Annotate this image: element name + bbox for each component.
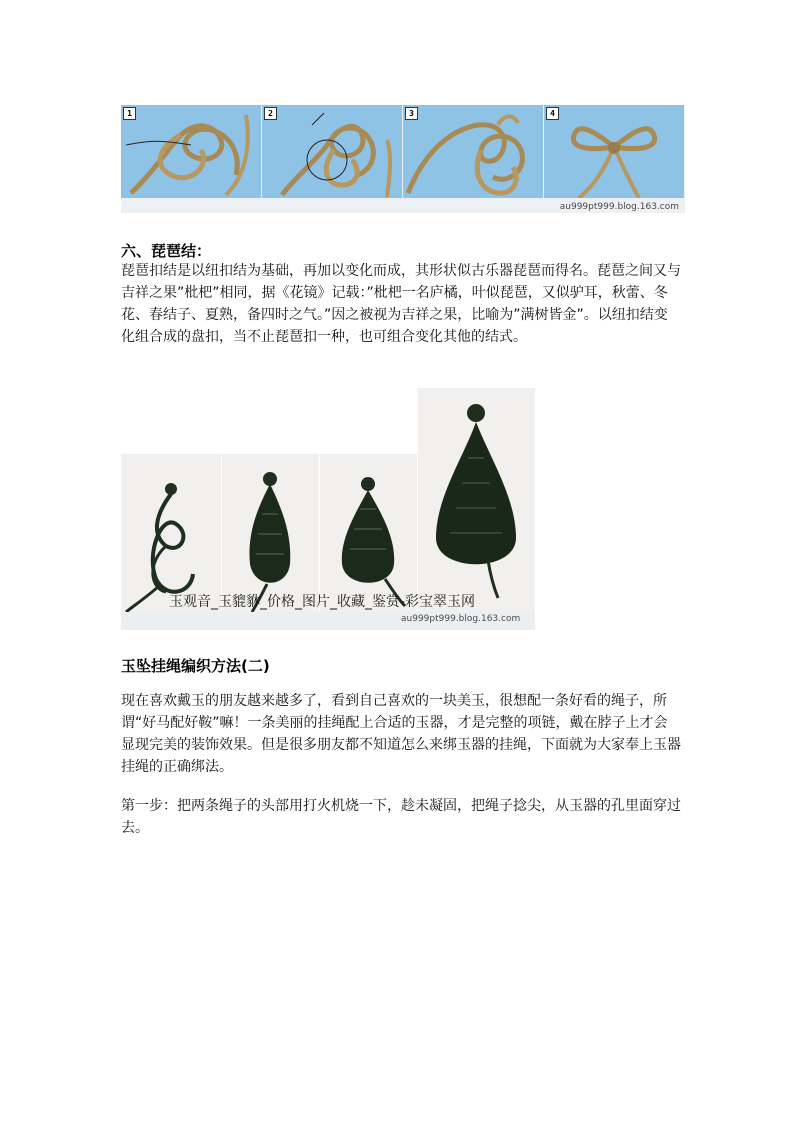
pipa-knot-3-illustration [320, 454, 417, 612]
pipa-knot-photo-1 [121, 454, 221, 612]
section-heading: 六、琵琶结： [121, 242, 212, 260]
image-caption: 玉观音_玉貔貅_价格_图片_收藏_鉴赏-彩宝翠玉网 [169, 594, 476, 610]
image-watermark-bar [121, 612, 535, 630]
pipa-knot-photo-set [121, 388, 535, 630]
step-photo-strip [121, 105, 685, 213]
image-watermark: au999pt999.blog.163.com [559, 202, 679, 212]
image-watermark: au999pt999.blog.163.com [401, 614, 521, 624]
pipa-knot-1-illustration [121, 454, 221, 612]
pipa-knot-photo-2 [222, 454, 319, 612]
article-title: 玉坠挂绳编织方法(二) [121, 657, 270, 675]
step-number: 1 [123, 107, 136, 120]
pipa-knot-2-illustration [222, 454, 319, 612]
knot-step-1-illustration [121, 105, 261, 198]
step-photo-2 [262, 105, 402, 198]
step-number: 2 [264, 107, 277, 120]
article-intro: 现在喜欢戴玉的朋友越来越多了，看到自己喜欢的一块美玉，很想配一条好看的绳子，所谓“好马配好鞍”嘛！一条美丽的挂绳配上合适的玉器，才是完整的项链，戴在脖子上才会显现完美的装饰效果。但是很多朋友都不知道怎么来绑玉器的挂绳，下面就为大家奉上玉器挂绳的正确绑法。 [121, 693, 681, 775]
step-photo-1 [121, 105, 261, 198]
knot-step-3-illustration [403, 105, 543, 198]
step-number: 3 [405, 107, 418, 120]
knot-step-2-illustration [262, 105, 402, 198]
step-photo-3 [403, 105, 543, 198]
knot-step-4-illustration [544, 105, 684, 198]
pipa-knot-photo-4 [418, 388, 535, 612]
step-number: 4 [546, 107, 559, 120]
step-photo-4 [544, 105, 684, 198]
pipa-knot-photo-3 [320, 454, 417, 612]
section-paragraph: 琵琶扣结是以纽扣结为基础，再加以变化而成，其形状似古乐器琵琶而得名。琵琶之间又与吉祥之果”枇杷”相同，据《花镜》记载：”枇杷一名庐橘，叶似琵琶，又似驴耳，秋蕾、冬花、春结子、夏熟，备四时之气。”因之被视为吉祥之果，比喻为”满树皆金”。以纽扣结变化组合成的盘扣，当不止琵琶扣一种，也可组合变化其他的结式。 [121, 263, 681, 345]
article-step-1: 第一步：把两条绳子的头部用打火机烧一下，趁未凝固，把绳子捻尖，从玉器的孔里面穿过去。 [121, 798, 681, 836]
pipa-knot-4-illustration [418, 388, 535, 612]
